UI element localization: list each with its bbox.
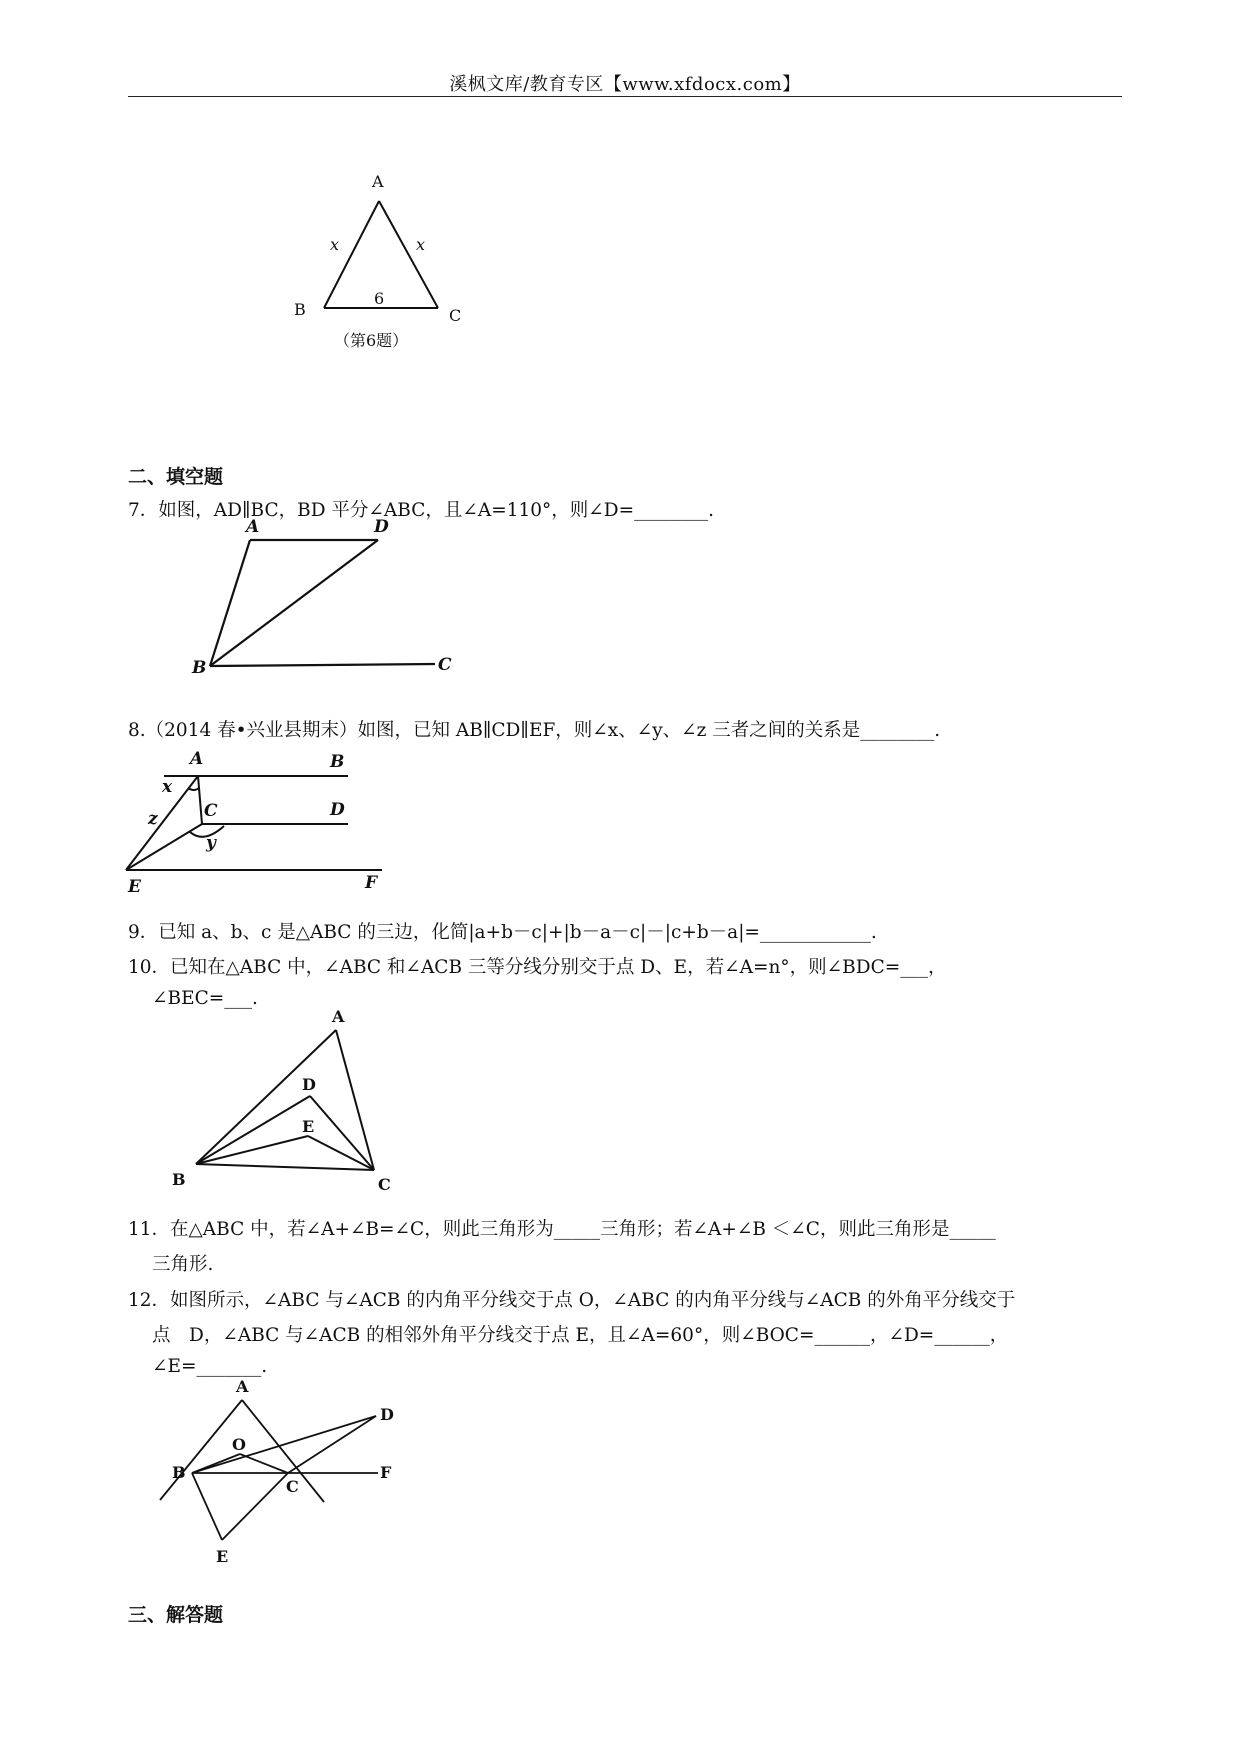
side-ab: [324, 201, 379, 308]
angle-x-arc: [188, 788, 199, 790]
angle-x-label: x: [162, 777, 173, 797]
line-bo: [192, 1454, 240, 1473]
point-b-label: B: [192, 658, 207, 678]
point-a-label: A: [236, 1377, 249, 1396]
side-ab: [196, 1030, 336, 1164]
segment-bd: [196, 1096, 310, 1164]
question-11-line-1: 11．在△ABC 中，若∠A+∠B=∠C，则此三角形为_____三角形；若∠A+∠B ＜∠C，则此三角形是_____: [128, 1219, 996, 1240]
segment-be: [196, 1136, 308, 1164]
question-11-line-2: 三角形.: [152, 1254, 214, 1275]
section-fill-in-title: 二、填空题: [128, 466, 224, 488]
side-ac: [379, 201, 438, 308]
line-ce: [222, 1473, 288, 1540]
line-cd: [288, 1416, 376, 1473]
point-c-label: C: [378, 1175, 391, 1194]
point-d-label: D: [302, 1075, 316, 1094]
point-c-label: C: [204, 801, 218, 821]
point-o-label: O: [232, 1435, 246, 1454]
header-rule: [128, 96, 1122, 97]
segment-bd: [210, 540, 378, 666]
line-bd: [192, 1416, 376, 1473]
question-12-line-1: 12．如图所示，∠ABC 与∠ACB 的内角平分线交于点 O，∠ABC 的内角平分线与∠ACB 的外角平分线交于: [128, 1290, 1016, 1311]
segment-bc: [210, 664, 435, 666]
question-8: 8.（2014 春•兴业县期末）如图，已知 AB∥CD∥EF，则∠x、∠y、∠z 三者之间的关系是________.: [128, 720, 941, 741]
point-b-label: B: [172, 1170, 186, 1189]
page-header: 溪枫文库/教育专区【www.xfdocx.com】: [449, 74, 801, 95]
figure-q10: [160, 1007, 400, 1200]
segment-ac: [198, 776, 202, 824]
side-bc: [196, 1164, 374, 1170]
point-a-label: A: [332, 1007, 345, 1026]
segment-ec: [308, 1136, 374, 1170]
angle-y-label: y: [206, 833, 216, 853]
point-a-label: A: [190, 749, 204, 769]
point-d-label: D: [380, 1405, 394, 1424]
question-7: 7．如图，AD∥BC，BD 平分∠ABC，且∠A=110°，则∠D=________.: [128, 500, 715, 521]
side-left-label: x: [330, 235, 340, 254]
angle-z-label: z: [148, 809, 158, 829]
vertex-a-label: A: [372, 172, 384, 191]
point-b-label: B: [330, 752, 345, 772]
side-right-label: x: [416, 235, 426, 254]
question-12-line-2: 点 D，∠ABC 与∠ACB 的相邻外角平分线交于点 E，且∠A=60°，则∠BOC=______，∠D=______，: [152, 1325, 1009, 1346]
point-f-label: F: [380, 1463, 392, 1482]
figure-q7: [190, 517, 470, 680]
line-oc: [240, 1454, 288, 1473]
point-c-label: C: [438, 655, 452, 675]
figure-q6: [280, 165, 480, 395]
point-d-label: D: [374, 517, 389, 537]
question-10-line-1: 10．已知在△ABC 中，∠ABC 和∠ACB 三等分线分别交于点 D、E，若∠A=n°，则∠BDC=___，: [128, 957, 947, 978]
point-b-label: B: [172, 1463, 186, 1482]
vertex-b-label: B: [294, 300, 306, 319]
segment-ab: [210, 540, 250, 666]
point-c-label: C: [286, 1477, 299, 1496]
line-ba-extended: [160, 1400, 242, 1500]
base-label: 6: [374, 289, 385, 308]
point-a-label: A: [246, 517, 260, 537]
point-f-label: F: [365, 873, 378, 893]
line-be: [192, 1473, 222, 1540]
figure-q8: [120, 742, 400, 902]
point-d-label: D: [330, 800, 345, 820]
section-answer-title: 三、解答题: [128, 1604, 224, 1626]
question-9: 9．已知 a、b、c 是△ABC 的三边，化简|a+b－c|+|b－a－c|－|c+b－a|=____________.: [128, 922, 877, 943]
question-12-line-3: ∠E=_______.: [152, 1356, 268, 1377]
question-10-line-2: ∠BEC=___.: [152, 988, 258, 1009]
figure-caption: （第6题）: [334, 331, 409, 350]
point-e-label: E: [128, 877, 141, 897]
figure-q12: [160, 1377, 420, 1580]
line-ac-extended: [242, 1400, 324, 1502]
vertex-c-label: C: [449, 306, 462, 325]
point-e-label: E: [302, 1117, 315, 1136]
segment-ce: [126, 824, 202, 870]
point-e-label: E: [216, 1547, 229, 1566]
